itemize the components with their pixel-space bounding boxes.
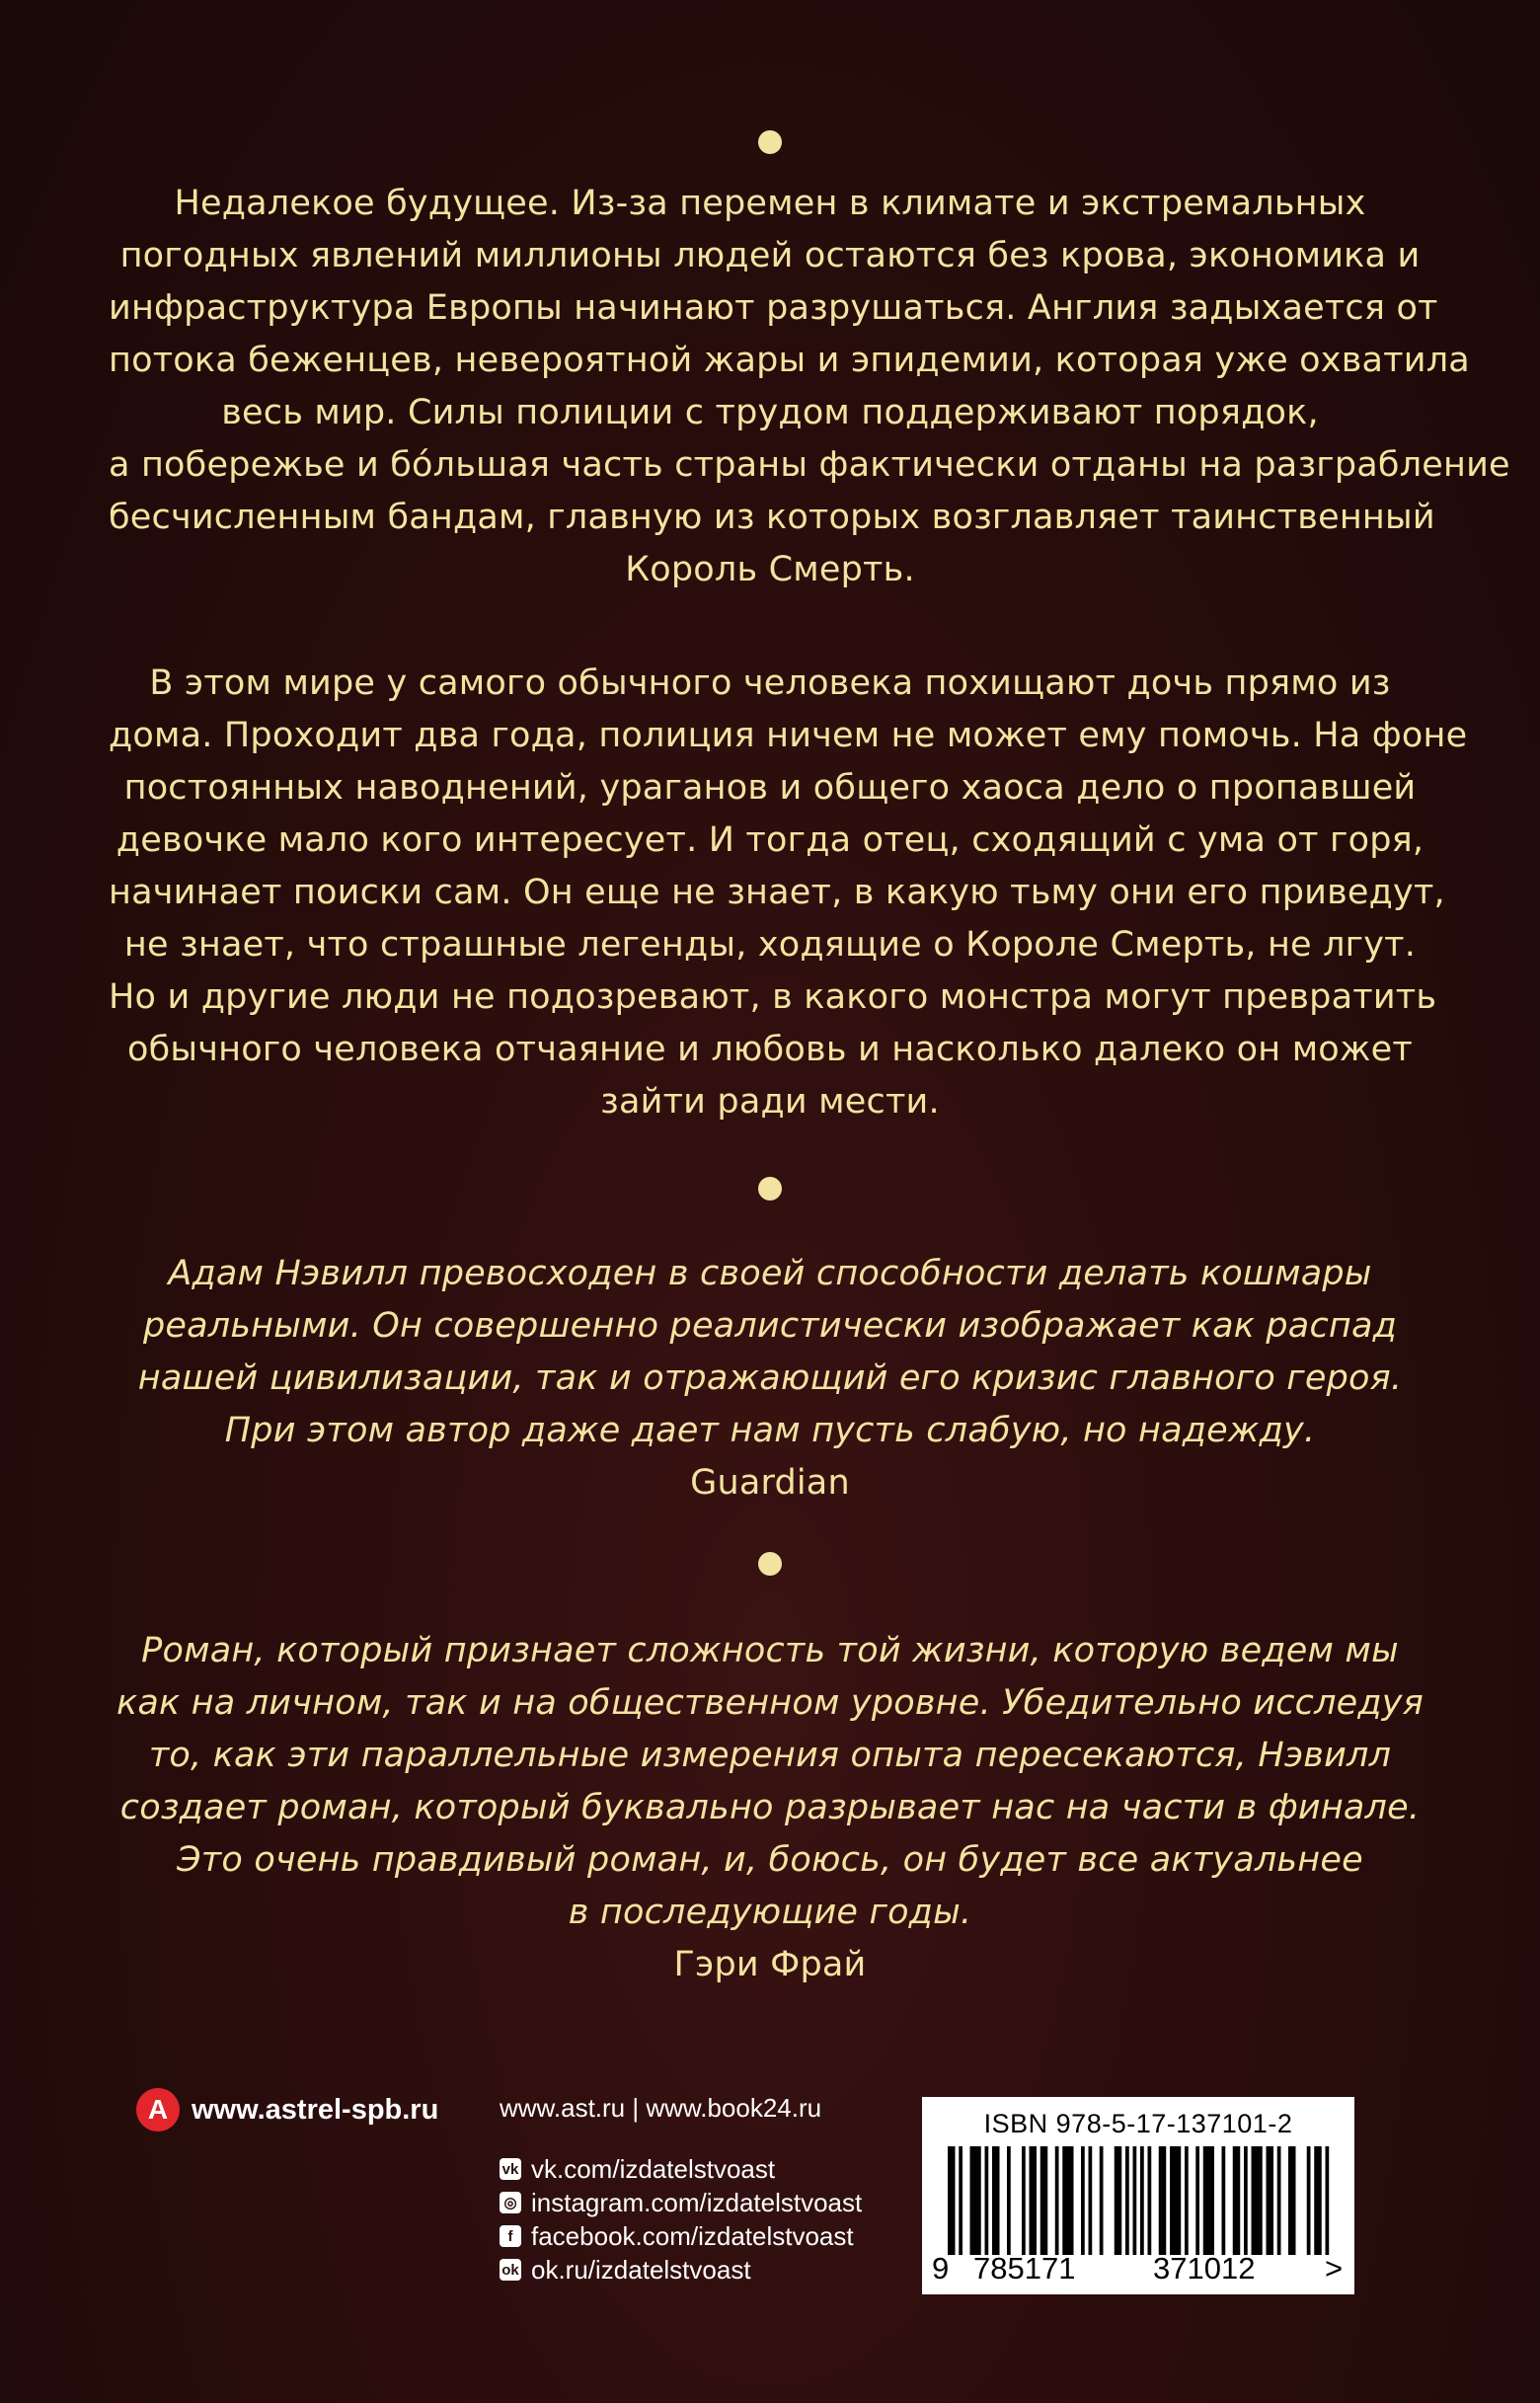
bullet-dot — [758, 130, 782, 154]
quote-line: При этом автор даже дает нам пусть слабую, но надежду. — [224, 1411, 1316, 1450]
quote-line: нашей цивилизации, так и отражающий его кризис главного героя. — [137, 1358, 1403, 1398]
social-link-vk[interactable] — [500, 2152, 862, 2186]
quote-source: Guardian — [690, 1463, 850, 1503]
bullet-dot — [758, 1552, 782, 1576]
text-line: обычного человека отчаяние и любовь и насколько далеко он может — [127, 1030, 1413, 1069]
text-line: бесчисленным бандам, главную из которых возглавляет таинственный — [109, 498, 1435, 537]
quote-line: реальными. Он совершенно реалистически изображает как распад — [142, 1306, 1398, 1346]
text-line: потока беженцев, невероятной жары и эпидемии, которая уже охватила — [109, 341, 1470, 380]
text-line: постоянных наводнений, ураганов и общего хаоса дело о пропавшей — [123, 768, 1417, 808]
ast-logo-icon — [136, 2088, 180, 2132]
social-link-label: facebook.com/izdatelstvoast — [531, 2220, 854, 2251]
quote-line: в последующие годы. — [568, 1893, 972, 1932]
quote-line: как на личном, так и на общественном уровне. Убедительно исследуя — [116, 1683, 1424, 1723]
text-line: Но и другие люди не подозревают, в какого монстра могут превратить — [109, 977, 1437, 1017]
text-line: а побережье и бóльшая часть страны фактически отданы на разграбление — [109, 445, 1510, 485]
logo-letter: А — [147, 2094, 169, 2125]
social-links — [500, 2152, 862, 2287]
text-line: не знает, что страшные легенды, ходящие о Короле Смерть, не лгут. — [123, 925, 1417, 965]
barcode-digit-group: 9 — [932, 2251, 950, 2286]
vk-icon: vk — [500, 2158, 521, 2180]
quote-line: то, как эти параллельные измерения опыта пересекаются, Нэвилл — [148, 1736, 1392, 1775]
social-link-label: ok.ru/izdatelstvoast — [531, 2254, 751, 2285]
barcode-bars — [948, 2146, 1333, 2255]
facebook-icon: f — [500, 2225, 521, 2247]
review-gary-fry — [109, 1625, 1431, 1991]
social-link-instagram[interactable] — [500, 2186, 862, 2219]
quote-line: Это очень правдивый роман, и, боюсь, он будет все актуальнее — [177, 1840, 1363, 1880]
quote-line: создает роман, который буквально разрывает нас на части в финале. — [119, 1788, 1421, 1827]
bullet-dot — [758, 1177, 782, 1201]
isbn-barcode — [922, 2097, 1354, 2294]
publisher-site-link[interactable]: www.astrel-spb.ru — [192, 2093, 439, 2126]
social-link-label: instagram.com/izdatelstvoast — [531, 2187, 863, 2217]
social-link-label: vk.com/izdatelstvoast — [531, 2153, 776, 2184]
quote-line: Адам Нэвилл превосходен в своей способности делать кошмары — [168, 1254, 1372, 1293]
synopsis-paragraph-1 — [109, 178, 1510, 596]
text-line: зайти ради мести. — [600, 1082, 940, 1122]
odnoklassniki-icon: ok — [500, 2259, 521, 2281]
text-line: Король Смерть. — [625, 550, 915, 589]
text-line: начинает поиски сам. Он еще не знает, в какую тьму они его приведут, — [109, 873, 1445, 912]
publisher-links[interactable]: www.ast.ru | www.book24.ru — [500, 2093, 822, 2123]
synopsis-paragraph-2 — [109, 658, 1468, 1128]
quote-source: Гэри Фрай — [673, 1945, 867, 1984]
text-line: Недалекое будущее. Из-за перемен в климате и экстремальных — [174, 184, 1366, 223]
text-line: весь мир. Силы полиции с трудом поддерживают порядок, — [221, 393, 1319, 432]
text-line: девочке мало кого интересует. И тогда отец, сходящий с ума от горя, — [116, 820, 1424, 860]
social-link-ok[interactable] — [500, 2253, 862, 2287]
barcode-digit-group: > — [1325, 2251, 1344, 2286]
barcode-digit-group: 785171 — [973, 2251, 1076, 2286]
isbn-text: ISBN 978-5-17-137101-2 — [983, 2109, 1293, 2138]
social-link-facebook[interactable] — [500, 2219, 862, 2253]
publisher-block — [136, 2087, 438, 2132]
text-line: инфраструктура Европы начинают разрушаться. Англия задыхается от — [109, 288, 1438, 328]
text-line: дома. Проходит два года, полиция ничем не может ему помочь. На фоне — [109, 716, 1468, 755]
review-guardian — [109, 1248, 1431, 1510]
quote-line: Роман, который признает сложность той жизни, которую ведем мы — [141, 1631, 1399, 1670]
barcode-digit-group: 371012 — [1153, 2251, 1256, 2286]
instagram-icon: ◎ — [500, 2192, 521, 2213]
text-line: В этом мире у самого обычного человека похищают дочь прямо из — [149, 663, 1391, 703]
text-line: погодных явлений миллионы людей остаются без крова, экономика и — [119, 236, 1421, 275]
barcode-digits — [932, 2251, 1347, 2287]
